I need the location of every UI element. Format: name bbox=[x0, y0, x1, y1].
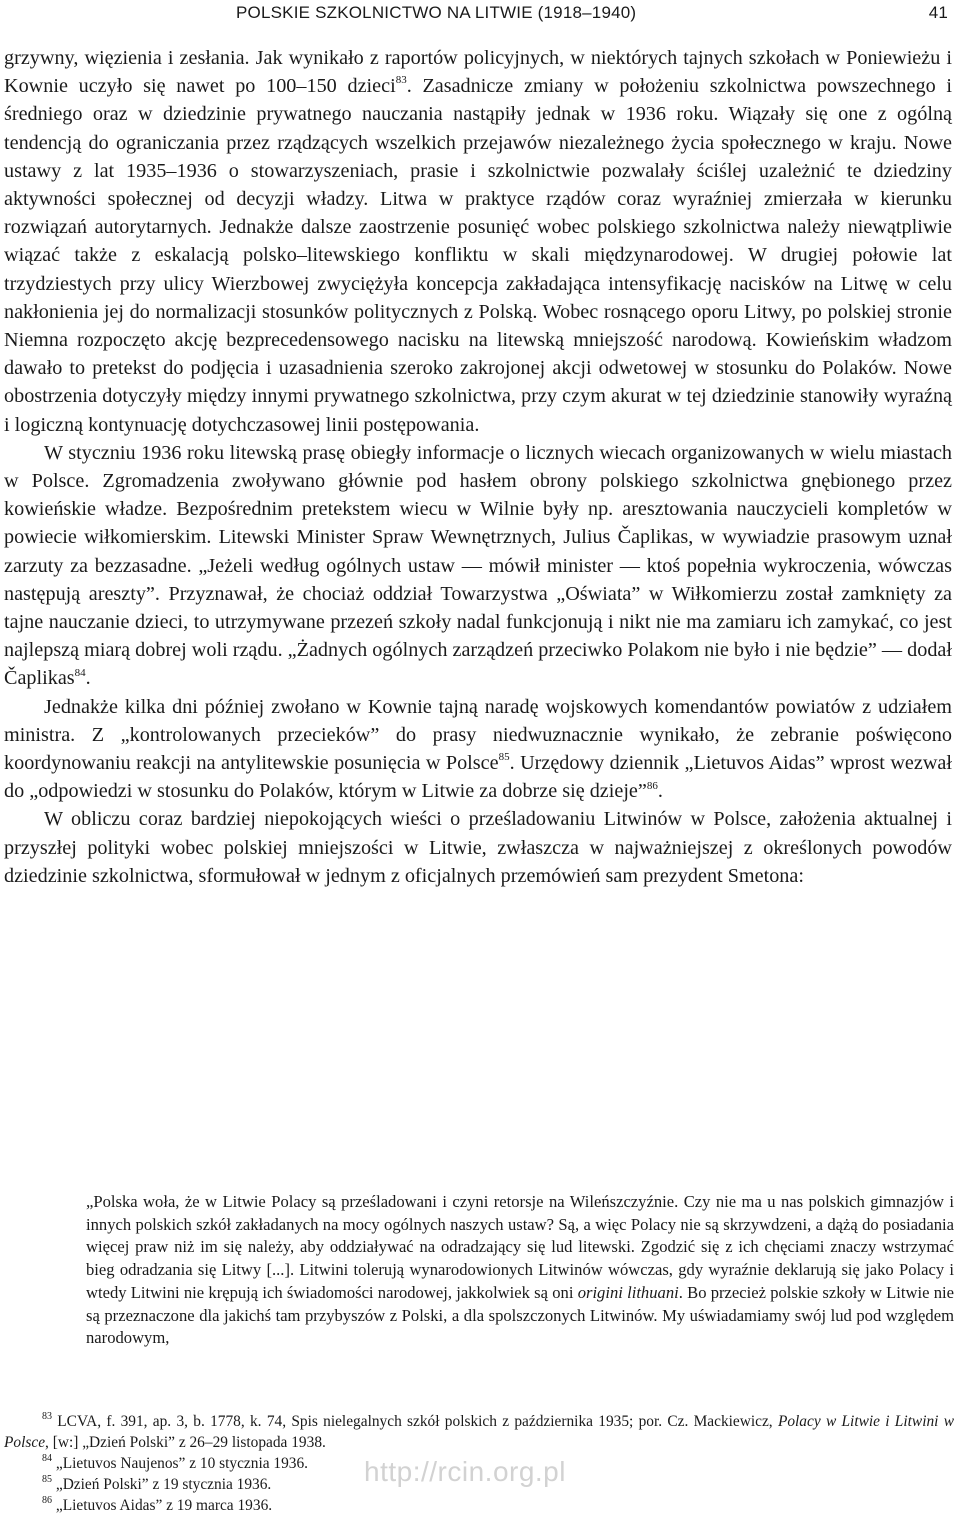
paragraph: grzywny, więzienia i zesłania. Jak wynikało z raportów policyjnych, w niektórych tajnych szkołach w Poniewieżu i Kownie uczyło się nawet po 100–150 dzieci$^{83}$. Zasadnicze zmiany w położeniu szkolnictwa powszechnego i średniego oraz w dziedzinie prywatnego nauczania nastąpiły jednak w 1936 roku. Wiązały się one z ogólną tendencją do ograniczania przez rządzących wszelkich przejawów niezależnego życia społecznego w kraju. Nowe ustawy z lat 1935–1936 o stowarzyszeniach, prasie i szkolnictwie pozwalały ściślej uzależnić te dziedziny aktywności społecznej od decyzji władzy. Litwa w praktyce rządów coraz wyraźniej zmierzała w kierunku rozwiązań autorytarnych. Jednakże dalsze zaostrzenie posunięć wobec polskiego szkolnictwa należy niewątpliwie wiązać także z eskalacją polsko–litewskiego konfliktu w skali międzynarodowej. W drugiej połowie lat trzydziestych przy ulicy Wierzbowej zwyciężyła koncepcja zakładająca intensyfikację nacisków na Litwę w celu nakłonienia jej do normalizacji stosunków politycznych z Polską. Wobec rosnącego oporu Litwy, po polskiej stronie Niemna rozpoczęto akcję bezprecedensowego nacisku na litewską mniejszość narodową. Kowieńskim władzom dawało to pretekst do podjęcia i uzasadnienia szeroko zakrojonej akcji odwetowej w stosunku do Polaków. Nowe obostrzenia dotyczyły między innymi prywatnego szkolnictwa, przy czym akurat w tej dziedzinie stanowiły wyraźną i logiczną kontynuację dotychczasowej linii postępowania. bbox=[4, 47, 952, 436]
footnote: $^{86}$ „Lietuvos Aidas” z 19 marca 1936. bbox=[42, 1494, 273, 1514]
paragraph: Jednakże kilka dni później zwołano w Kownie tajną naradę wojskowych komendantów powiatów z udziałem ministra. Z „kontrolowanych przecieków” do prasy niedwuznacznie wynikało, że zebranie poświęcono koordynowaniu reakcji na antylitewskie posunięcia w Polsce$^{85}$. Urzędowy dziennik „Lietuvos Aidas” wprost wezwał do „odpowiedzi w stosunku do Polaków, którym w Litwie za dobrze się dzieje”$^{86}$. bbox=[4, 695, 953, 803]
footnote-ref: 84 bbox=[74, 666, 86, 679]
watermark-url: http://rcin.org.pl bbox=[364, 1456, 566, 1487]
main-text bbox=[4, 44, 952, 890]
paragraph: W styczniu 1936 roku litewską prasę obiegły informacje o licznych wiecach organizowanych w wielu miastach w Polsce. Zgromadzenia zwoływano głównie pod hasłem obrony polskiego szkolnictwa gnębionego przez kowieńskie władze. Bezpośrednim pretekstem wiecu w Wilnie były np. aresztowania nauczycieli kompletów w powiecie wiłkomierskim. Litewski Minister Spraw Wewnętrznych, Julius Čaplikas, w wywiadzie prasowym uznał zarzuty za bezzasadne. „Jeżeli według ogólnych ustaw — mówił minister — ktoś popełnia wykroczenia, wówczas następują aresztу”. Przyznawał, że chociaż oddział Towarzystwa „Oświata” w Wiłkomierzu został zamknięty za tajne nauczanie dzieci, to utrzymywane przezeń szkoły nadal funkcjonują i nikt nie ma zamiaru ich zamykać, co jest najlepszą miarą dobrej woli rządu. „Żadnych ogólnych zarządzeń przeciwko Polakom nie było i nie będzie” — dodał Čaplikas$^{84}$. bbox=[4, 441, 952, 690]
page-number: 41 bbox=[928, 3, 948, 22]
footnote: $^{85}$ „Dzień Polski” z 19 stycznia 1936. bbox=[42, 1473, 272, 1493]
footnote-ref: 86 bbox=[646, 779, 658, 792]
paragraph: W obliczu coraz bardziej niepokojących wieści o prześladowaniu Litwinów w Polsce, założenia aktualnej i przyszłej polityki wobec polskiej mniejszości w Litwie, zwłaszcza w najważniejszej z określonych powodów dziedzinie szkolnictwa, sformułował w jednym z oficjalnych przemówień sam prezydent Smetona: bbox=[4, 808, 952, 887]
running-head-title: POLSKIE SZKOLNICTWO NA LITWIE (1918–1940) bbox=[236, 3, 637, 22]
footnote-ref: 83 bbox=[395, 74, 407, 87]
block-quote bbox=[86, 1191, 954, 1350]
footnote-number: 84 bbox=[42, 1452, 52, 1464]
footnote-number: 85 bbox=[42, 1473, 52, 1485]
quote-text: „Polska woła, że w Litwie Polacy są prześladowani i czyni retorsje na Wileńszczyźnie. Czy nie ma u nas polskich gimnazjów i innych polskich szkół zakładanych na mocy ogólnych naszych ustaw? Są, a więc Polacy nie są skrzywdzeni, a dążą do posiadania więcej praw niż im się należy, aby oddziaływać na odradzający się lud litewski. Zgodzić się z ich chęciami znaczy wstrzymać bieg odradzania się Litwy [...]. Litwini tolerują wynarodowionych Litwinów wówczas, gdy wyraźnie deklarują się jako Polacy i wtedy Litwini nie krępują ich świadomości narodowej, jakkolwiek są oni origini lithuani. Bo przecież polskie szkoły w Litwie nie są przeznaczone dla jakichś tam przybyszów z Polski, a dla spolszczonych Litwinów. My uświadamiamy swój lud pod względem narodowym, bbox=[86, 1192, 954, 1348]
footnote-ref: 85 bbox=[498, 751, 510, 764]
footnote: $^{84}$ „Lietuvos Naujenos” z 10 stycznia 1936. bbox=[42, 1452, 309, 1472]
footnote-number: 83 bbox=[42, 1410, 52, 1422]
footnote: $^{83}$ LCVA, f. 391, ap. 3, b. 1778, k. 74, Spis nielegalnych szkół polskich z października 1935; por. Cz. Mackiewicz, Polacy w Litwie i Litwini w Polsce, [w:] „Dzień Polski” z 26–29 listopada 1938. bbox=[4, 1410, 954, 1451]
footnote-number: 86 bbox=[42, 1494, 52, 1506]
